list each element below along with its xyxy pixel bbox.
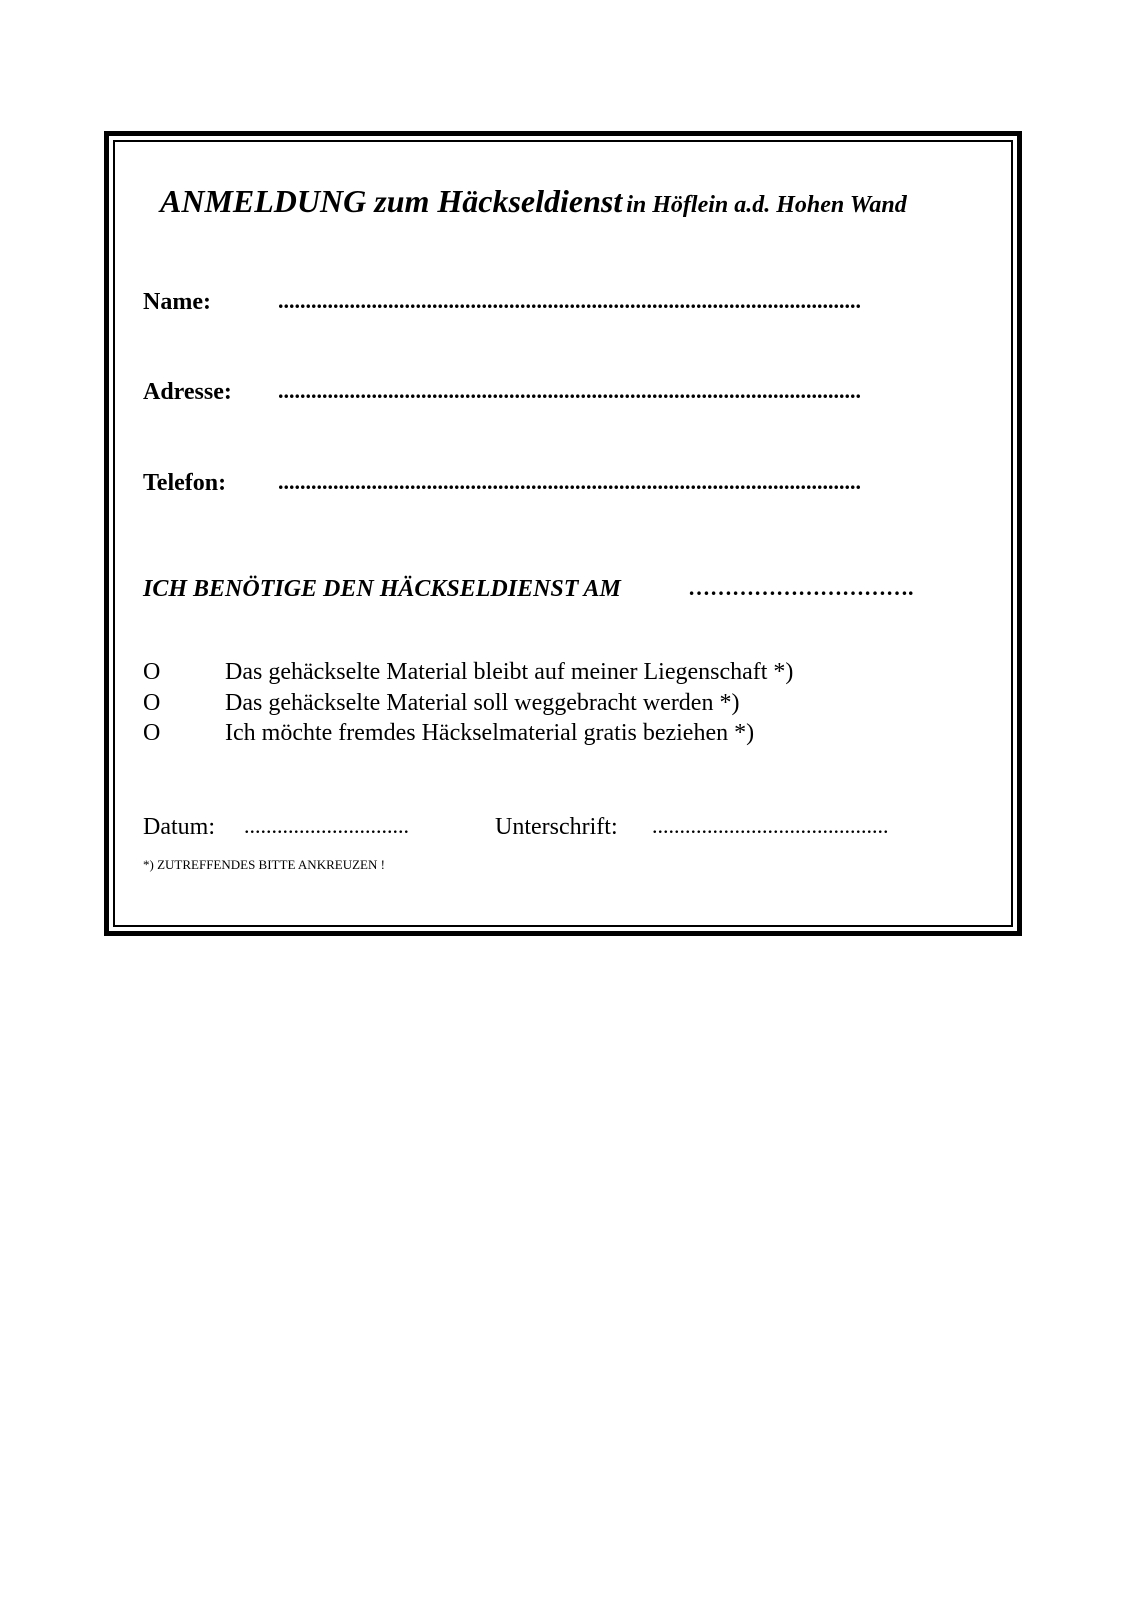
phone-field[interactable]: .......................................................................................................... xyxy=(278,471,861,493)
service-date-label: ICH BENÖTIGE DEN HÄCKSELDIENST AM xyxy=(143,576,621,602)
form-title-location: in Höflein a.d. Hohen Wand xyxy=(626,192,907,218)
footnote: *) ZUTREFFENDES BITTE ANKREUZEN ! xyxy=(143,857,385,872)
option-1-checkbox[interactable]: O xyxy=(143,659,161,685)
form-frame-inner-border xyxy=(113,140,1013,927)
option-2-checkbox[interactable]: O xyxy=(143,690,161,716)
date-field[interactable]: .............................. xyxy=(244,815,409,837)
option-3-checkbox[interactable]: O xyxy=(143,720,161,746)
signature-field[interactable]: ........................................... xyxy=(652,815,889,837)
address-label: Adresse: xyxy=(143,379,232,405)
date-label: Datum: xyxy=(143,814,215,840)
address-field[interactable]: .......................................................................................................... xyxy=(278,380,861,402)
signature-label: Unterschrift: xyxy=(495,814,618,840)
name-label: Name: xyxy=(143,289,211,315)
name-field[interactable]: .......................................................................................................... xyxy=(278,290,861,312)
form-title-main: ANMELDUNG zum Häckseldienst xyxy=(160,183,623,219)
phone-label: Telefon: xyxy=(143,470,227,496)
option-3-text: Ich möchte fremdes Häckselmaterial gratis beziehen *) xyxy=(225,720,755,746)
option-2-text: Das gehäckselte Material soll weggebracht werden *) xyxy=(225,690,740,716)
form-title xyxy=(160,185,907,217)
option-1-text: Das gehäckselte Material bleibt auf meiner Liegenschaft *) xyxy=(225,659,794,685)
service-date-field[interactable]: …………………………. xyxy=(688,577,914,599)
